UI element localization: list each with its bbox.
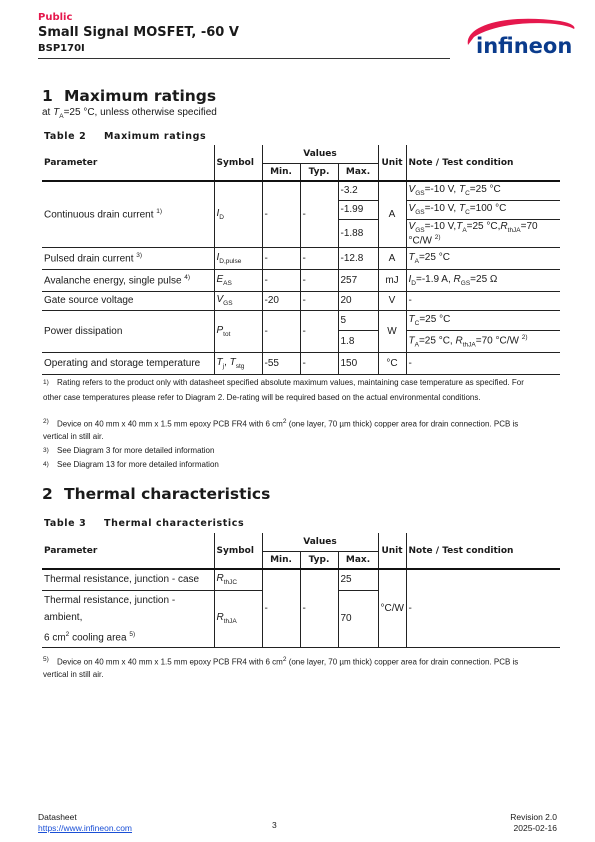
part-number: BSP170I — [38, 43, 85, 54]
note-cell: $V_{GS}=-10$ V, $T_C=100$ °C — [406, 200, 560, 219]
min-cell: - — [262, 569, 300, 647]
unit-cell: W — [378, 310, 406, 352]
footnote-3: $^{3)}$ See Diagram 3 for more detailed information — [43, 446, 215, 455]
col-min: Min. — [262, 163, 300, 181]
infineon-logo — [462, 15, 577, 63]
note-cell: - — [406, 291, 560, 310]
col-values: Values — [262, 145, 378, 163]
col-typ: Typ. — [300, 551, 338, 569]
param-cell: Thermal resistance, junction - ambient, 6 $cm^2$ cooling area $^{5)}$ — [42, 590, 214, 647]
col-typ: Typ. — [300, 163, 338, 181]
unit-cell: A — [378, 181, 406, 247]
col-symbol: Symbol — [214, 145, 262, 181]
table-row — [42, 352, 560, 374]
col-note: Note / Test condition — [406, 533, 560, 569]
section-1-number: 1 — [42, 87, 53, 105]
max-cell: 5 — [338, 310, 378, 330]
param-cell: Operating and storage temperature — [42, 352, 214, 374]
footnote-1: $^{1)}$ Rating refers to the product only with datasheet specified absolute maximum values, maintaining case temperature as specified. For other case temperatures please refer to Diagram 2. De-rating will be required based on the actual environmental conditions. — [43, 378, 524, 403]
footer-url-link[interactable]: https://www.infineon.com — [38, 823, 133, 833]
col-max: Max. — [338, 551, 378, 569]
param-cell: Avalanche energy, single pulse $^{4)}$ — [42, 269, 214, 291]
unit-cell: A — [378, 247, 406, 269]
col-note: Note / Test condition — [406, 145, 560, 181]
min-cell: -55 — [262, 352, 300, 374]
col-unit: Unit — [378, 533, 406, 569]
symbol-cell: $P_{tot}$ — [214, 310, 262, 352]
maximum-ratings-table — [42, 145, 560, 375]
typ-cell: - — [300, 291, 338, 310]
min-cell: -20 — [262, 291, 300, 310]
note-cell: - — [406, 352, 560, 374]
param-cell: Power dissipation — [42, 310, 214, 352]
min-cell: - — [262, 247, 300, 269]
col-values: Values — [262, 533, 378, 551]
col-symbol: Symbol — [214, 533, 262, 569]
max-cell: 150 — [338, 352, 378, 374]
min-cell: - — [262, 181, 300, 247]
thermal-characteristics-table — [42, 533, 560, 648]
col-parameter: Parameter — [42, 145, 214, 181]
typ-cell: - — [300, 181, 338, 247]
unit-cell: mJ — [378, 269, 406, 291]
note-cell: $V_{GS}=-10$ $V,T_A=25$ $^\circ C,R_{thJA}=70$ °C/W $^{2)}$ — [406, 219, 560, 247]
symbol-cell: $E_{AS}$ — [214, 269, 262, 291]
col-min: Min. — [262, 551, 300, 569]
footer-page-number: 3 — [272, 820, 277, 830]
section-1-title: Maximum ratings — [64, 87, 217, 105]
min-cell: - — [262, 269, 300, 291]
section-1-subtitle: at $T_A=25$ °C, unless otherwise specified — [42, 107, 217, 120]
symbol-cell: $I_{D,pulse}$ — [214, 247, 262, 269]
table-2-number: Table 2 — [44, 131, 87, 142]
note-cell: $T_C=25$ °C — [406, 310, 560, 330]
col-unit: Unit — [378, 145, 406, 181]
max-cell: -12.8 — [338, 247, 378, 269]
unit-cell: V — [378, 291, 406, 310]
unit-cell: °C/W — [378, 569, 406, 647]
document-title: Small Signal MOSFET, -60 V — [38, 25, 239, 40]
footer-right — [510, 812, 557, 834]
table-row — [42, 310, 560, 330]
symbol-cell: $R_{thJA}$ — [214, 590, 262, 647]
table-2-title: Maximum ratings — [104, 131, 207, 142]
table-3-title: Thermal characteristics — [104, 518, 245, 529]
typ-cell: - — [300, 310, 338, 352]
max-cell: 257 — [338, 269, 378, 291]
typ-cell: - — [300, 269, 338, 291]
max-cell: 1.8 — [338, 330, 378, 352]
note-cell: $I_D=-1.9$ A, $R_{GS}=25$ Ω — [406, 269, 560, 291]
max-cell: 25 — [338, 569, 378, 590]
table-row — [42, 269, 560, 291]
section-2-heading — [42, 485, 270, 503]
section-1-heading — [42, 87, 216, 105]
note-cell: $V_{GS}=-10$ V, $T_C=25$ °C — [406, 181, 560, 200]
footnote-2: $^{2)}$ Device on 40 mm x 40 mm x 1.5 mm epoxy PCB FR4 with 6 $cm^2$ (one layer, 70 µm thick) copper area for drain connection. PCB is vertical in still air. — [43, 418, 519, 442]
typ-cell: - — [300, 352, 338, 374]
param-cell: Gate source voltage — [42, 291, 214, 310]
min-cell: - — [262, 310, 300, 352]
typ-cell: - — [300, 569, 338, 647]
col-parameter: Parameter — [42, 533, 214, 569]
note-cell: $T_A=25$ °C, $R_{thJA}=70$ °C/W $^{2)}$ — [406, 330, 560, 352]
footer-left — [38, 812, 132, 834]
max-cell: -3.2 — [338, 181, 378, 200]
header-rule — [38, 58, 450, 59]
table-row — [42, 181, 560, 200]
symbol-cell: $V_{GS}$ — [214, 291, 262, 310]
footnote-5: $^{5)}$ Device on 40 mm x 40 mm x 1.5 mm epoxy PCB FR4 with 6 $cm^2$ (one layer, 70 µm thick) copper area for drain connection. PCB is vertical in still air. — [43, 656, 519, 680]
note-cell: $T_A=25$ °C — [406, 247, 560, 269]
footnote-4: $^{4)}$ See Diagram 13 for more detailed information — [43, 460, 219, 469]
param-cell: Continuous drain current $^{1)}$ — [42, 181, 214, 247]
symbol-cell: $R_{thJC}$ — [214, 569, 262, 590]
col-max: Max. — [338, 163, 378, 181]
max-cell: 20 — [338, 291, 378, 310]
footer-revision: Revision 2.0 — [510, 812, 557, 822]
unit-cell: °C — [378, 352, 406, 374]
footer-date: 2025-02-16 — [513, 823, 557, 833]
symbol-cell: $T_j$, $T_{stg}$ — [214, 352, 262, 374]
symbol-cell: $I_D$ — [214, 181, 262, 247]
table-row — [42, 291, 560, 310]
note-cell: - — [406, 569, 560, 647]
param-cell: Thermal resistance, junction - case — [42, 569, 214, 590]
svg-text:infineon: infineon — [476, 34, 573, 58]
max-cell: 70 — [338, 590, 378, 647]
footer-doc-type: Datasheet — [38, 812, 77, 822]
max-cell: -1.99 — [338, 200, 378, 219]
max-cell: -1.88 — [338, 219, 378, 247]
classification-label: Public — [38, 12, 73, 23]
section-2-number: 2 — [42, 485, 53, 503]
table-row — [42, 247, 560, 269]
section-2-title: Thermal characteristics — [64, 485, 271, 503]
typ-cell: - — [300, 247, 338, 269]
table-3-caption — [44, 518, 244, 529]
table-2-caption — [44, 131, 206, 142]
table-row — [42, 569, 560, 590]
param-cell: Pulsed drain current $^{3)}$ — [42, 247, 214, 269]
table-3-number: Table 3 — [44, 518, 87, 529]
